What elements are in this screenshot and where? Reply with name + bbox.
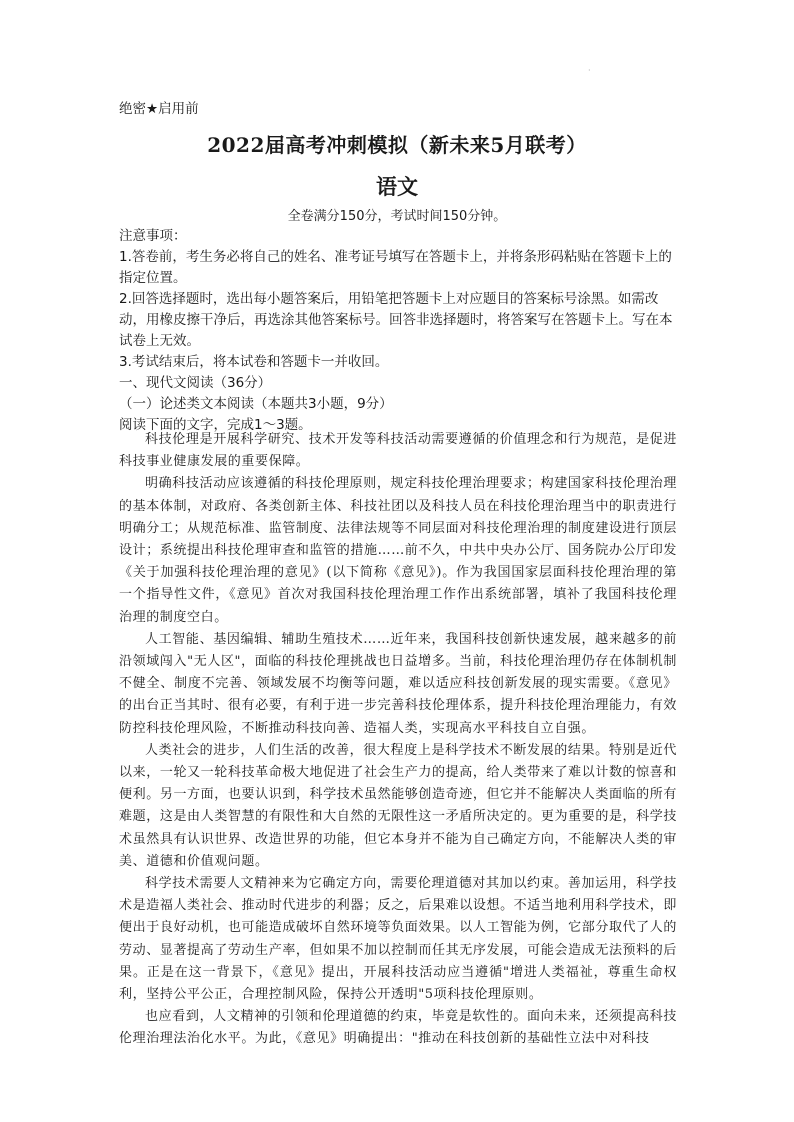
subject-title: 语文: [376, 174, 418, 199]
instructions-block: [119, 226, 679, 436]
passage-paragraph: 科技伦理是开展科学研究、技术开发等科技活动需要遵循的价值理念和行为规范，是促进科技事业健康发展的重要保障。: [119, 432, 677, 470]
section-heading: 一、现代文阅读（36分）: [119, 375, 272, 391]
passage-paragraph: 科学技术需要人文精神来为它确定方向，需要伦理道德对其加以约束。善加运用，科学技术是造福人类社会、推动时代进步的利器；反之，后果难以设想。不适当地利用科学技术，即便出于良好动机，也可能造成破坏自然环境等负面效果。以人工智能为例，它部分取代了人的劳动、显著提高了劳动生产率，但如果不加以控制而任其无序发展，可能会造成无法预料的后果。正是在这一背景下，《意见》提出，开展科技活动应当遵循"增进人类福祉，尊重生命权利，坚持公平公正，合理控制风险，保持公开透明"5项科技伦理原则。: [119, 876, 677, 1003]
instructions-heading: 注意事项：: [119, 228, 187, 244]
instruction-item: 3.考试结束后，将本试卷和答题卡一并收回。: [119, 354, 389, 370]
confidential-label: 绝密★启用前: [119, 101, 199, 117]
scan-mark: ·: [588, 66, 591, 75]
reading-passage: [119, 429, 677, 1051]
reading-instruction: 阅读下面的文字，完成1～3题。: [119, 417, 312, 433]
instruction-item: 1.答卷前，考生务必将自己的姓名、准考证号填写在答题卡上，并将条形码粘贴在答题卡上的指定位置。: [119, 249, 672, 286]
instruction-item: 2.回答选择题时，选出每小题答案后，用铅笔把答题卡上对应题目的答案标号涂黑。如需改动，用橡皮擦干净后，再选涂其他答案标号。回答非选择题时，将答案写在答题卡上。写在本试卷上无效。: [119, 291, 673, 349]
exam-meta: 全卷满分150分，考试时间150分钟。: [287, 209, 507, 224]
passage-paragraph: 也应看到，人文精神的引领和伦理道德的约束，毕竟是软性的。面向未来，还须提高科技伦理治理法治化水平。为此，《意见》明确提出："推动在科技创新的基础性立法中对科技: [119, 1009, 677, 1047]
passage-paragraph: 明确科技活动应该遵循的科技伦理原则，规定科技伦理治理要求；构建国家科技伦理治理的基本体制，对政府、各类创新主体、科技社团以及科技人员在科技伦理治理当中的职责进行明确分工；从规范标准、监管制度、法律法规等不同层面对科技伦理治理的制度建设进行顶层设计；系统提出科技伦理审查和监管的措施……前不久，中共中央办公厅、国务院办公厅印发《关于加强科技伦理治理的意见》(以下简称《意见》)。作为我国国家层面科技伦理治理的第一个指导性文件，《意见》首次对我国科技伦理治理工作作出系统部署，填补了我国科技伦理治理的制度空白。: [119, 476, 677, 625]
exam-title: 2022届高考冲刺模拟（新未来5月联考）: [207, 133, 587, 157]
passage-paragraph: 人类社会的进步，人们生活的改善，很大程度上是科学技术不断发展的结果。特别是近代以来，一轮又一轮科技革命极大地促进了社会生产力的提高，给人类带来了难以计数的惊喜和便利。另一方面，也要认识到，科学技术虽然能够创造奇迹，但它并不能解决人类面临的所有难题，这是由人类智慧的有限性和大自然的无限性这一矛盾所决定的。更为重要的是，科学技术虽然具有认识世界、改造世界的功能，但它本身并不能为自己确定方向，不能解决人类的审美、道德和价值观问题。: [119, 742, 677, 869]
passage-paragraph: 人工智能、基因编辑、辅助生殖技术……近年来，我国科技创新快速发展，越来越多的前沿领域闯入"无人区"，面临的科技伦理挑战也日益增多。当前，科技伦理治理仍存在体制机制不健全、制度不完善、领域发展不均衡等问题，难以适应科技创新发展的现实需要。《意见》的出台正当其时、很有必要，有利于进一步完善科技伦理体系，提升科技伦理治理能力，有效防控科技伦理风险，不断推动科技向善、造福人类，实现高水平科技自立自强。: [119, 631, 677, 736]
subsection-heading: （一）论述类文本阅读（本题共3小题，9分）: [119, 396, 393, 412]
